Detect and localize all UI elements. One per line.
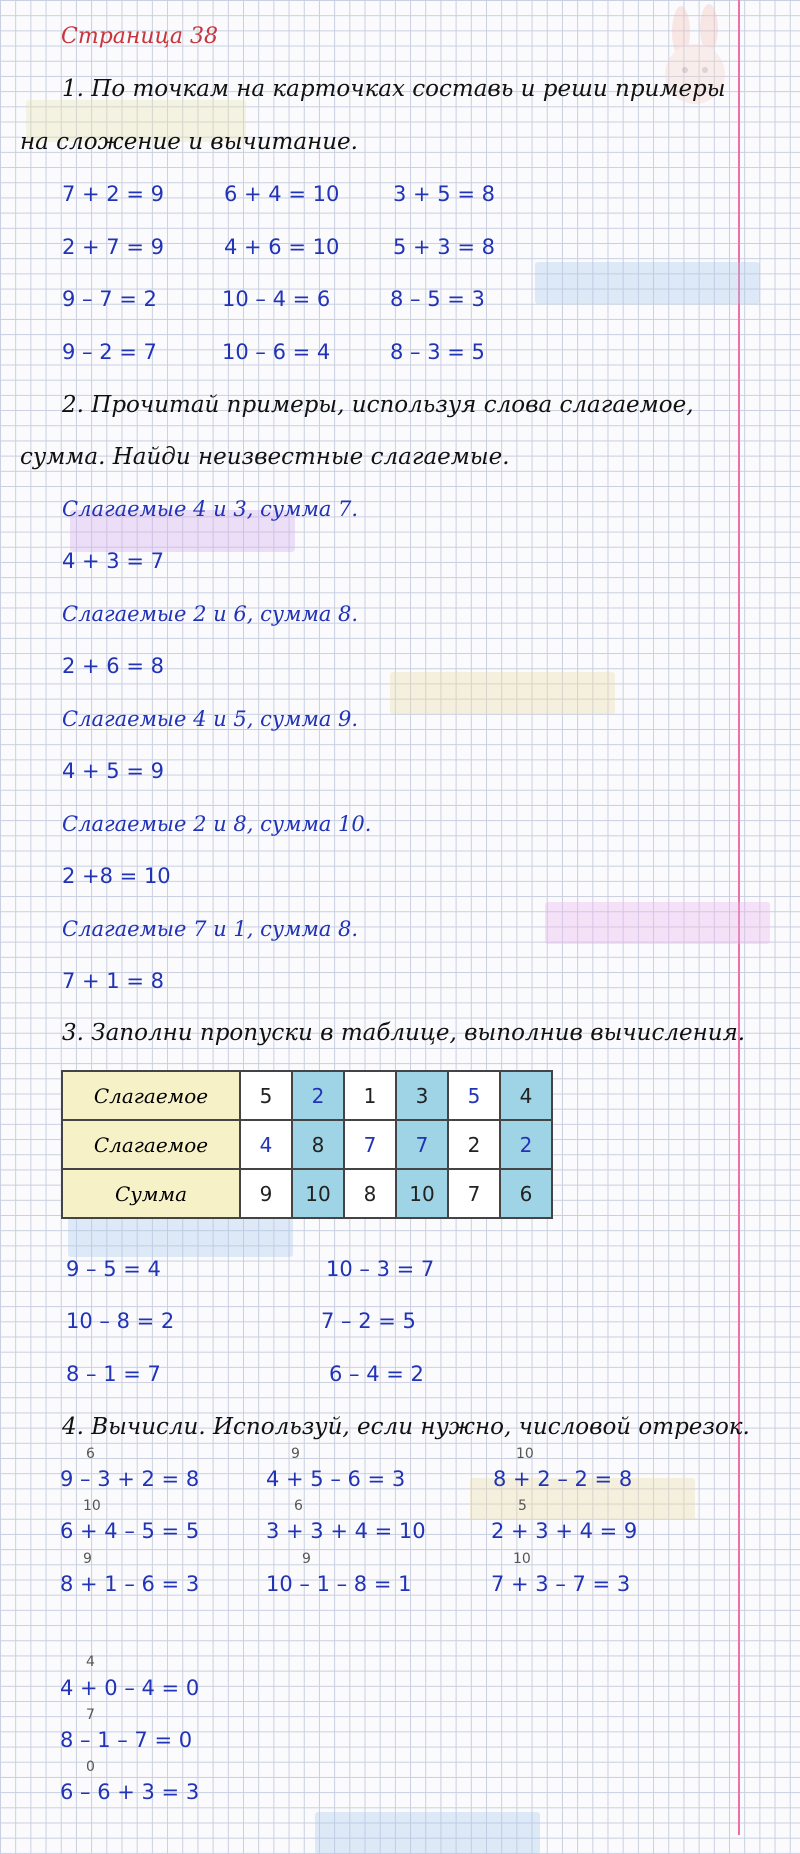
task1-equation: 8 – 5 = 3 <box>390 287 485 311</box>
table-cell: 8 <box>344 1169 396 1218</box>
table-cell: 2 <box>292 1071 344 1120</box>
row-label: Слагаемое <box>62 1120 240 1169</box>
table-cell: 4 <box>500 1071 552 1120</box>
table-cell: 10 <box>396 1169 448 1218</box>
task2-statement: Слагаемые 2 и 8, сумма 10. <box>62 812 372 836</box>
table-cell: 5 <box>240 1071 292 1120</box>
task4-equation: 8 + 1 – 6 = 3 <box>60 1572 200 1596</box>
task1-equation: 10 – 6 = 4 <box>222 340 331 364</box>
task3-equation: 8 – 1 = 7 <box>66 1362 161 1386</box>
table-cell: 2 <box>500 1120 552 1169</box>
table-cell: 1 <box>344 1071 396 1120</box>
task1-equation: 5 + 3 = 8 <box>393 235 495 259</box>
task4-equation: 8 + 2 – 2 = 8 <box>493 1467 633 1491</box>
task4-hint: 10 <box>516 1446 534 1462</box>
task1-equation: 7 + 2 = 9 <box>62 182 164 206</box>
task2-equation: 4 + 5 = 9 <box>62 759 164 783</box>
table-row <box>62 1071 552 1120</box>
table-row <box>62 1169 552 1218</box>
task1-equation: 9 – 7 = 2 <box>62 287 157 311</box>
task4-equation: 7 + 3 – 7 = 3 <box>491 1572 631 1596</box>
table-cell: 7 <box>448 1169 500 1218</box>
task2-equation: 2 +8 = 10 <box>62 864 171 888</box>
task1-equation: 3 + 5 = 8 <box>393 182 495 206</box>
task3-equation: 9 – 5 = 4 <box>66 1257 161 1281</box>
table-cell: 7 <box>344 1120 396 1169</box>
task2-statement: Слагаемые 7 и 1, сумма 8. <box>62 917 359 941</box>
task2-title-line1: 2. Прочитай примеры, используя слова слагаемое, <box>62 392 694 418</box>
task4-hint: 6 <box>86 1446 95 1462</box>
row-label: Слагаемое <box>62 1071 240 1120</box>
task4-equation: 3 + 3 + 4 = 10 <box>266 1519 426 1543</box>
task3-equation: 10 – 8 = 2 <box>66 1309 175 1333</box>
task1-equation: 4 + 6 = 10 <box>224 235 340 259</box>
task4-equation: 4 + 0 – 4 = 0 <box>60 1676 200 1700</box>
task4-equation: 6 – 6 + 3 = 3 <box>60 1780 200 1804</box>
task2-equation: 7 + 1 = 8 <box>62 969 164 993</box>
task4-hint: 4 <box>86 1654 95 1670</box>
task2-equation: 4 + 3 = 7 <box>62 549 164 573</box>
row-label: Сумма <box>62 1169 240 1218</box>
task4-hint: 9 <box>291 1446 300 1462</box>
task1-title-line2: на сложение и вычитание. <box>20 129 358 155</box>
watermark-band <box>535 262 760 304</box>
task3-equation: 7 – 2 = 5 <box>321 1309 416 1333</box>
table-cell: 4 <box>240 1120 292 1169</box>
task2-equation: 2 + 6 = 8 <box>62 654 164 678</box>
task4-equation: 4 + 5 – 6 = 3 <box>266 1467 406 1491</box>
table-row <box>62 1120 552 1169</box>
table-cell: 7 <box>396 1120 448 1169</box>
task1-equation: 8 – 3 = 5 <box>390 340 485 364</box>
task4-hint: 6 <box>294 1498 303 1514</box>
addition-table <box>61 1070 553 1219</box>
task2-statement: Слагаемые 2 и 6, сумма 8. <box>62 602 359 626</box>
watermark-band <box>545 902 770 944</box>
task1-equation: 6 + 4 = 10 <box>224 182 340 206</box>
task4-hint: 9 <box>302 1551 311 1567</box>
page-title: Страница 38 <box>61 24 219 49</box>
table-cell: 8 <box>292 1120 344 1169</box>
task4-equation: 2 + 3 + 4 = 9 <box>491 1519 638 1543</box>
task1-equation: 10 – 4 = 6 <box>222 287 331 311</box>
task1-equation: 9 – 2 = 7 <box>62 340 157 364</box>
table-cell: 2 <box>448 1120 500 1169</box>
watermark-band <box>68 1215 293 1257</box>
table-cell: 10 <box>292 1169 344 1218</box>
task4-equation: 9 – 3 + 2 = 8 <box>60 1467 200 1491</box>
table-cell: 3 <box>396 1071 448 1120</box>
table-cell: 5 <box>448 1071 500 1120</box>
table-cell: 9 <box>240 1169 292 1218</box>
task3-equation: 10 – 3 = 7 <box>326 1257 435 1281</box>
task1-equation: 2 + 7 = 9 <box>62 235 164 259</box>
task3-equation: 6 – 4 = 2 <box>329 1362 424 1386</box>
task3-title: 3. Заполни пропуски в таблице, выполнив вычисления. <box>62 1020 746 1046</box>
task4-hint: 5 <box>518 1498 527 1514</box>
task4-hint: 0 <box>86 1759 95 1775</box>
task4-hint: 7 <box>86 1707 95 1723</box>
task2-title-line2: сумма. Найди неизвестные слагаемые. <box>20 444 510 470</box>
task4-equation: 8 – 1 – 7 = 0 <box>60 1728 193 1752</box>
task1-title-line1: 1. По точкам на карточках составь и реши примеры <box>62 76 726 102</box>
task4-hint: 10 <box>83 1498 101 1514</box>
task2-statement: Слагаемые 4 и 5, сумма 9. <box>62 707 359 731</box>
task4-equation: 10 – 1 – 8 = 1 <box>266 1572 412 1596</box>
task4-hint: 10 <box>513 1551 531 1567</box>
watermark-band <box>390 672 615 714</box>
task2-statement: Слагаемые 4 и 3, сумма 7. <box>62 497 359 521</box>
watermark-band <box>315 1812 540 1854</box>
task4-hint: 9 <box>83 1551 92 1567</box>
task4-equation: 6 + 4 – 5 = 5 <box>60 1519 200 1543</box>
table-cell: 6 <box>500 1169 552 1218</box>
task4-title: 4. Вычисли. Используй, если нужно, числовой отрезок. <box>62 1414 750 1440</box>
